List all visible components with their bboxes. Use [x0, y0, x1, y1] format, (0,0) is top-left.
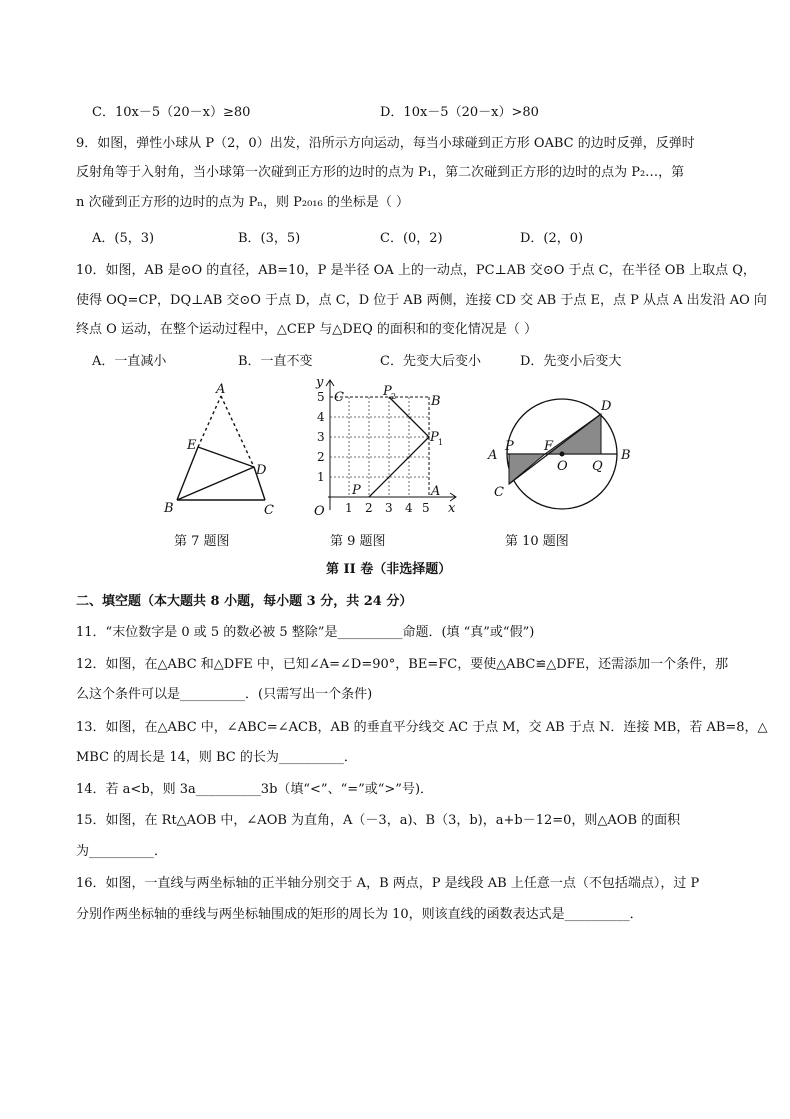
- fig7-segment-ed: [198, 447, 254, 467]
- fig10-label-a: A: [488, 448, 498, 463]
- fig7-label-d: D: [256, 463, 267, 478]
- q8-option-d: D．10x－5（20－x）>80: [380, 105, 539, 120]
- figure-9: [308, 372, 460, 522]
- fig9-label-a: A: [431, 484, 441, 499]
- fig9-ytick-3: 3: [317, 430, 325, 444]
- part2-title: 第 II 卷（非选择题）: [326, 562, 452, 577]
- q10-option-d: D．先变小后变大: [520, 354, 622, 369]
- fig10-label-o: O: [557, 459, 568, 474]
- fig9-label-p1: P: [430, 430, 439, 445]
- q13-line2: MBC 的周长是 14，则 BC 的长为__________．: [76, 750, 357, 765]
- fig9-ytick-5: 5: [317, 390, 325, 404]
- q10-option-c: C．先变大后变小: [380, 354, 481, 369]
- fig9-ball-path: [369, 397, 429, 497]
- fig9-xtick-2: 2: [365, 501, 373, 515]
- fig10-caption: 第 10 题图: [505, 534, 569, 549]
- fig9-ytick-2: 2: [317, 450, 325, 464]
- q11-text: 11．“末位数字是 0 或 5 的数必被 5 整除”是__________命题．(填 “真”或“假”): [76, 625, 535, 640]
- q10-line2: 使得 OQ=CP，DQ⊥AB 交⊙O 于点 D，点 C，D 位于 AB 两侧，连接 CD 交 AB 于点 E，点 P 从点 A 出发沿 AO 向: [76, 293, 767, 308]
- q15-line2: 为__________．: [76, 844, 168, 859]
- q9-option-b: B．(3，5): [238, 231, 301, 246]
- fig9-xtick-1: 1: [345, 501, 353, 515]
- fig10-label-c: C: [494, 485, 504, 500]
- q12-line2: 么这个条件可以是__________．(只需写出一个条件): [76, 687, 373, 702]
- fig9-ytick-1: 1: [317, 470, 325, 484]
- q15-line1: 15．如图，在 Rt△AOB 中，∠AOB 为直角，A（－3，a)、B（3，b)，a+b－12=0，则△AOB 的面积: [76, 813, 681, 828]
- q9-line2: 反射角等于入射角，当小球第一次碰到正方形的边时的点为 P₁，第二次碰到正方形的边时的点为 P₂…，第: [76, 165, 685, 180]
- fig7-label-c: C: [264, 503, 274, 518]
- q16-line2: 分别作两坐标轴的垂线与两坐标轴围成的矩形的周长为 10，则该直线的函数表达式是__________．: [76, 907, 643, 922]
- q9-option-c: C．(0，2): [380, 231, 443, 246]
- q14-text: 14．若 a<b，则 3a__________3b（填“<”、“=”或“>”号)．: [76, 782, 434, 797]
- q8-option-c: C．10x－5（20－x）≥80: [92, 105, 251, 120]
- q12-line1: 12．如图，在△ABC 和△DFE 中，已知∠A=∠D=90°，BE=FC，要使△ABC≌△DFE，还需添加一个条件，那: [76, 657, 729, 672]
- fig9-ytick-4: 4: [317, 410, 325, 424]
- section2-title: 二、填空题（本大题共 8 小题，每小题 3 分，共 24 分）: [76, 594, 413, 609]
- q9-option-d: D．(2，0): [520, 231, 584, 246]
- fig9-xtick-5: 5: [422, 501, 430, 515]
- fig10-label-p: P: [505, 439, 514, 454]
- q10-line3: 终点 O 运动，在整个运动过程中，△CEP 与△DEQ 的面积和的变化情况是（ ）: [76, 322, 538, 337]
- fig10-label-b: B: [621, 448, 631, 463]
- fig9-label-p: P: [352, 483, 361, 498]
- fig9-xtick-4: 4: [405, 501, 413, 515]
- fig10-center-o: [560, 452, 565, 457]
- q13-line1: 13．如图，在△ABC 中，∠ABC=∠ACB，AB 的垂直平分线交 AC 于点 M，交 AB 于点 N．连接 MB，若 AB=8，△: [76, 720, 768, 735]
- fig10-label-f: F: [544, 439, 554, 454]
- fig9-sub-1: 1: [438, 438, 444, 447]
- fig9-label-p2: P: [383, 384, 392, 399]
- q10-line1: 10．如图，AB 是⊙O 的直径，AB=10，P 是半径 OA 上的一动点，PC⊥AB 交⊙O 于点 C，在半径 OB 上取点 Q，: [76, 263, 756, 278]
- q16-line1: 16．如图，一直线与两坐标轴的正半轴分别交于 A，B 两点，P 是线段 AB 上任意一点（不包括端点），过 P: [76, 876, 700, 891]
- fig10-label-d: D: [601, 399, 612, 414]
- fig9-sub-2: 2: [391, 392, 397, 401]
- fig9-label-c: C: [334, 390, 344, 405]
- figure-10: [480, 388, 635, 518]
- fig9-xtick-3: 3: [385, 501, 393, 515]
- figure-7: [150, 380, 290, 525]
- q9-option-a: A．(5，3): [92, 231, 155, 246]
- fig9-caption: 第 9 题图: [330, 534, 386, 549]
- fig7-dashed-ea: [198, 396, 221, 447]
- fig9-label-x: x: [448, 501, 456, 516]
- fig7-label-b: B: [164, 501, 174, 516]
- fig7-label-e: E: [187, 438, 197, 453]
- fig9-label-b: B: [431, 394, 441, 409]
- q10-option-a: A．一直减小: [92, 354, 167, 369]
- fig9-label-y: y: [316, 375, 324, 390]
- q9-line1: 9．如图，弹性小球从 P（2，0）出发，沿所示方向运动，每当小球碰到正方形 OABC 的边时反弹，反弹时: [76, 136, 695, 151]
- fig7-caption: 第 7 题图: [174, 534, 230, 549]
- q9-line3: n 次碰到正方形的边时的点为 Pₙ，则 P₂₀₁₆ 的坐标是（ ）: [76, 195, 409, 210]
- fig9-label-o: O: [314, 504, 325, 519]
- q10-option-b: B．一直不变: [238, 354, 313, 369]
- fig10-label-q: Q: [592, 459, 603, 474]
- fig7-label-a: A: [216, 382, 226, 397]
